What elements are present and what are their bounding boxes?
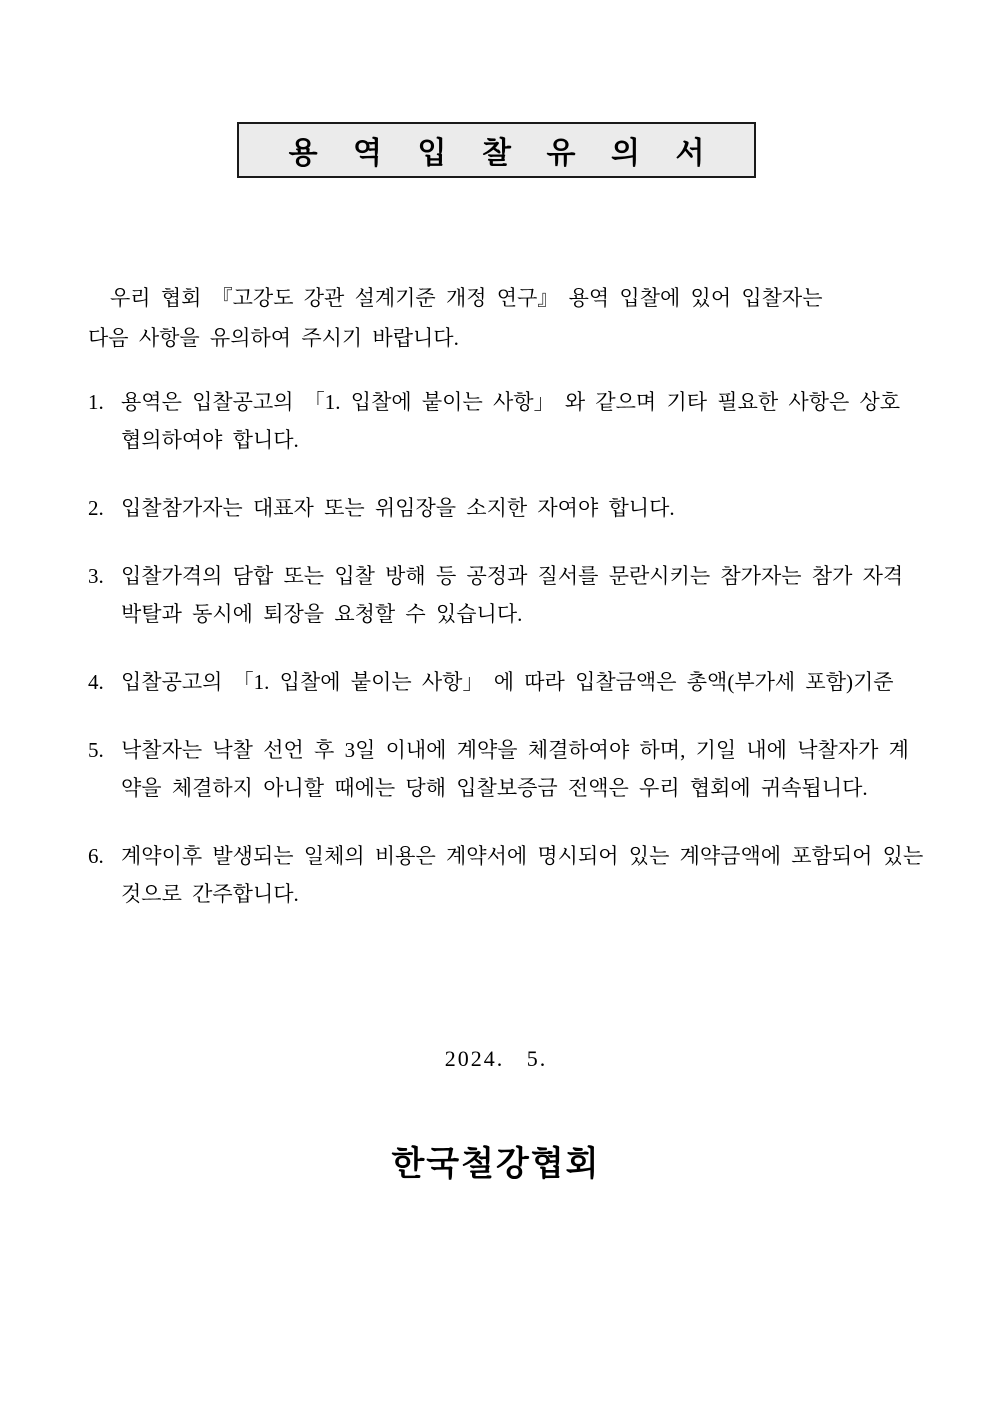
item-text: 계약이후 발생되는 일체의 비용은 계약서에 명시되어 있는 계약금액에 포함되어 있는 것으로 간주합니다. <box>121 844 924 906</box>
notice-items <box>88 383 928 943</box>
item-text: 용역은 입찰공고의 「1. 입찰에 붙이는 사항」 와 같으며 기타 필요한 사항은 상호 협의하여야 합니다. <box>121 390 901 452</box>
intro-paragraph <box>88 278 918 358</box>
notice-item <box>88 383 928 459</box>
item-number: 2. <box>88 496 104 520</box>
item-text: 입찰가격의 담합 또는 입찰 방해 등 공정과 질서를 문란시키는 참가자는 참가 자격 박탈과 동시에 퇴장을 요청할 수 있습니다. <box>121 564 904 626</box>
item-text: 입찰공고의 「1. 입찰에 붙이는 사항」 에 따라 입찰금액은 총액(부가세 포함)기준 <box>121 670 894 694</box>
item-number: 3. <box>88 564 104 588</box>
item-text: 입찰참가자는 대표자 또는 위임장을 소지한 자여야 합니다. <box>121 496 675 520</box>
notice-item <box>88 557 928 633</box>
notice-item <box>88 489 928 527</box>
item-number: 5. <box>88 738 104 762</box>
item-number: 1. <box>88 390 104 414</box>
item-text: 낙찰자는 낙찰 선언 후 3일 이내에 계약을 체결하여야 하며, 기일 내에 낙찰자가 계약을 체결하지 아니할 때에는 당해 입찰보증금 전액은 우리 협회에 귀속됩니다. <box>121 738 909 800</box>
document-title-box <box>237 122 756 178</box>
organization-name: 한국철강협회 <box>391 1146 601 1183</box>
item-number: 4. <box>88 670 104 694</box>
intro-line-1: 우리 협회 『고강도 강관 설계기준 개정 연구』 용역 입찰에 있어 입찰자는 <box>110 286 823 310</box>
notice-item <box>88 663 928 701</box>
notice-item <box>88 731 928 807</box>
intro-line-2: 다음 사항을 유의하여 주시기 바랍니다. <box>88 326 459 350</box>
document-title: 용 역 입 찰 유 의 서 <box>288 137 719 170</box>
item-number: 6. <box>88 844 104 868</box>
document-date: 2024. 5. <box>444 1046 548 1071</box>
notice-item <box>88 837 928 913</box>
